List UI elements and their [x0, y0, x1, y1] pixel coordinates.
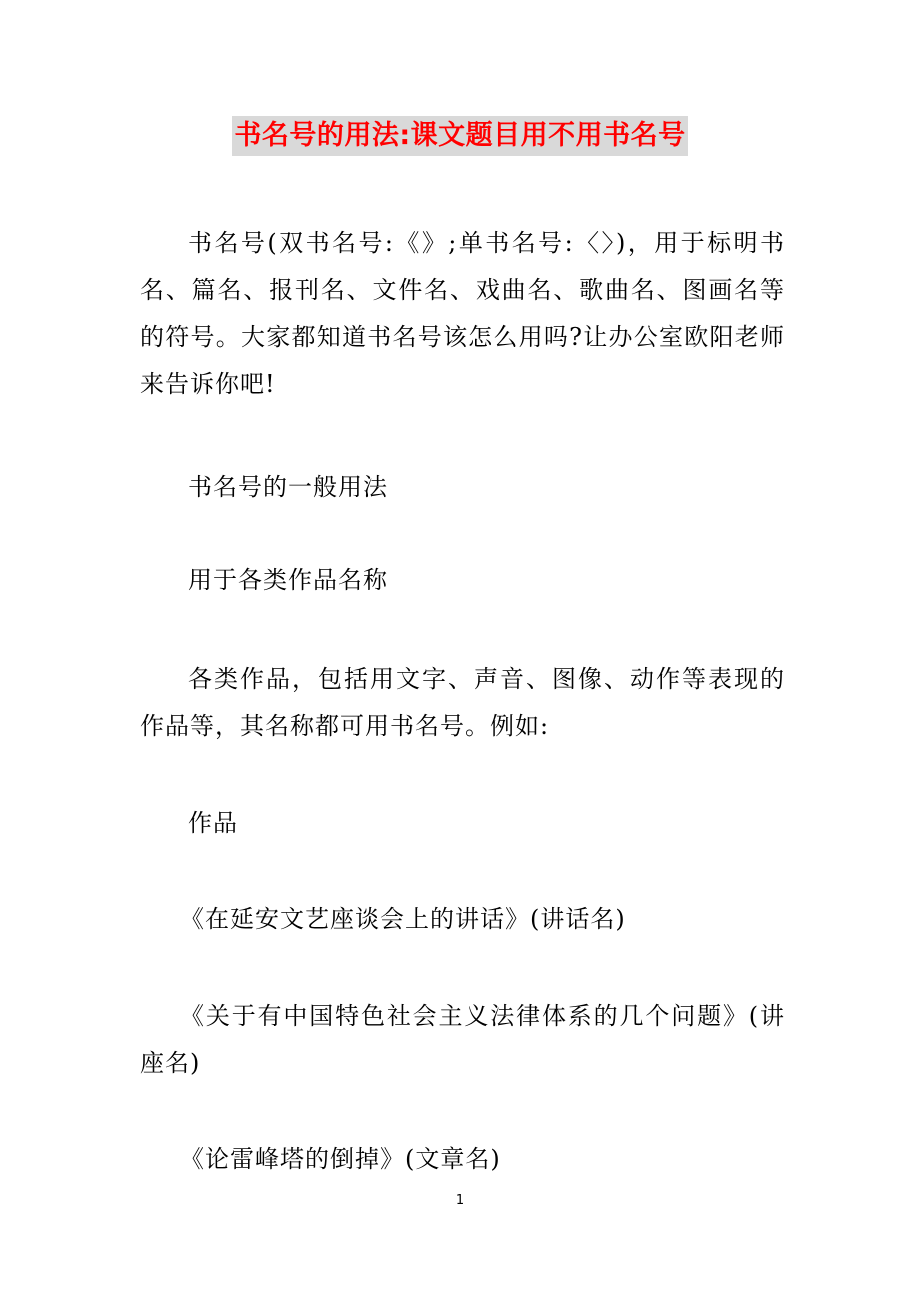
example-item: 《关于有中国特色社会主义法律体系的几个问题》(讲座名)	[140, 1002, 785, 1077]
paragraph: 各类作品，包括用文字、声音、图像、动作等表现的作品等，其名称都可用书名号。例如:	[140, 665, 785, 740]
section-heading: 用于各类作品名称	[188, 566, 388, 594]
paragraph-works-desc	[140, 656, 785, 750]
page-number: 1	[455, 1193, 465, 1208]
paragraph-heading-general-usage	[140, 464, 785, 511]
paragraph: 作品	[188, 809, 238, 837]
paragraph-heading-works	[140, 557, 785, 604]
paragraph-intro	[140, 220, 785, 408]
example-article	[140, 1136, 785, 1183]
paragraph-works-label	[140, 800, 785, 847]
example-item: 《在延安文艺座谈会上的讲话》(讲话名)	[180, 905, 626, 933]
section-heading: 书名号的一般用法	[188, 473, 388, 501]
example-lecture	[140, 993, 785, 1087]
document-title: 书名号的用法:课文题目用不用书名号	[232, 116, 687, 156]
example-speech	[140, 896, 785, 943]
title-container	[0, 116, 920, 156]
example-item: 《论雷峰塔的倒掉》(文章名)	[180, 1145, 501, 1173]
paragraph: 书名号(双书名号:《》;单书名号:〈〉)，用于标明书名、篇名、报刊名、文件名、戏曲名、歌曲名、图画名等的符号。大家都知道书名号该怎么用吗?让办公室欧阳老师来告诉你吧!	[140, 229, 785, 398]
